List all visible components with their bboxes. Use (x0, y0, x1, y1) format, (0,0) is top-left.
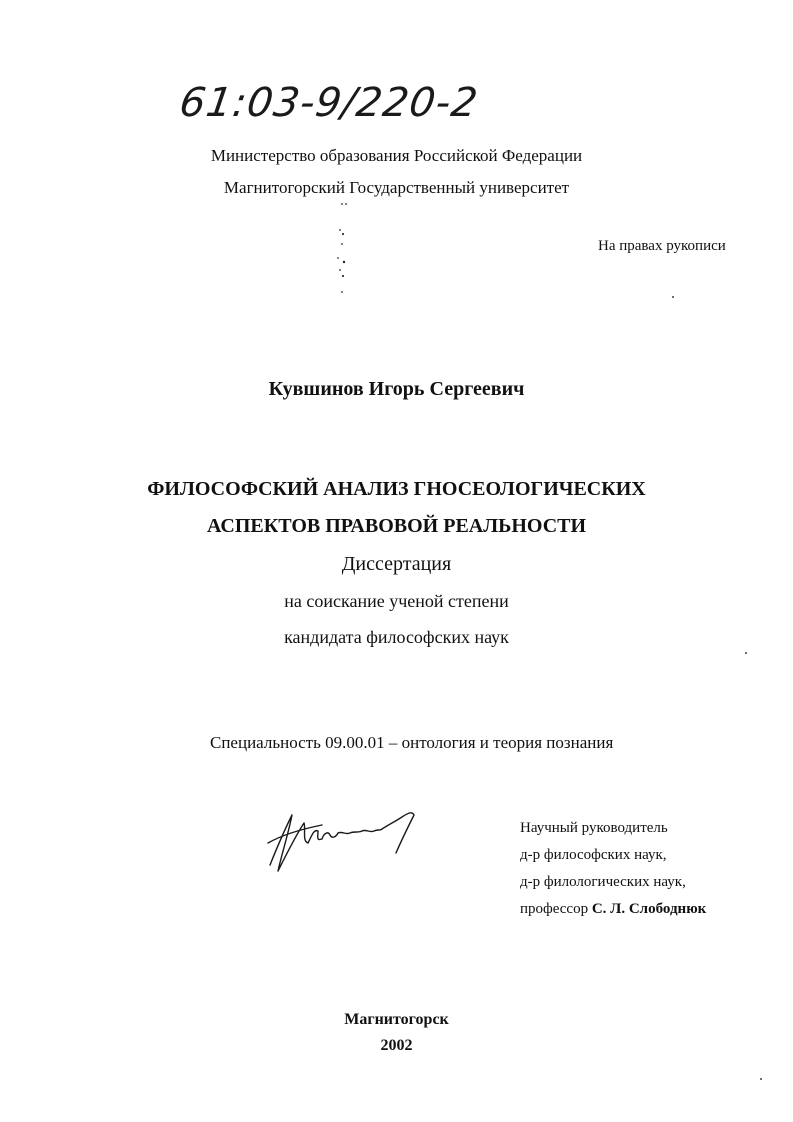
university-name: Магнитогорский Государственный университет (223, 178, 570, 197)
scan-speck (672, 296, 674, 298)
supervisor-title: профессор (520, 901, 592, 917)
publication-city: Магнитогорск (344, 1011, 449, 1028)
supervisor-name-line (520, 901, 706, 918)
publication-year: 2002 (380, 1037, 413, 1054)
ministry-name: Министерство образования Российской Федерации (210, 146, 583, 165)
supervisor-role: Научный руководитель (520, 820, 668, 836)
handwritten-signature (262, 795, 422, 877)
document-type: Диссертация (341, 553, 452, 575)
manuscript-rights-note: На правах рукописи (598, 238, 726, 254)
scan-dots-decoration (330, 200, 360, 300)
archive-stamp: 61:03-9/220-2 (176, 80, 482, 126)
scan-speck (760, 1078, 762, 1080)
supervisor-degree-2: д-р филологических наук, (520, 874, 686, 890)
degree-name: кандидата философских наук (284, 627, 509, 647)
dissertation-title-line-1: ФИЛОСОФСКИЙ АНАЛИЗ ГНОСЕОЛОГИЧЕСКИХ (147, 478, 646, 500)
supervisor-name: С. Л. Слободнюк (591, 901, 707, 917)
dissertation-title-line-2: АСПЕКТОВ ПРАВОВОЙ РЕАЛЬНОСТИ (206, 515, 587, 537)
supervisor-degree-1: д-р философских наук, (520, 847, 667, 863)
scan-speck (745, 652, 747, 654)
specialty-line: Специальность 09.00.01 – онтология и теория познания (210, 733, 614, 752)
degree-purpose: на соискание ученой степени (284, 591, 509, 611)
author-name: Кувшинов Игорь Сергеевич (268, 378, 525, 400)
